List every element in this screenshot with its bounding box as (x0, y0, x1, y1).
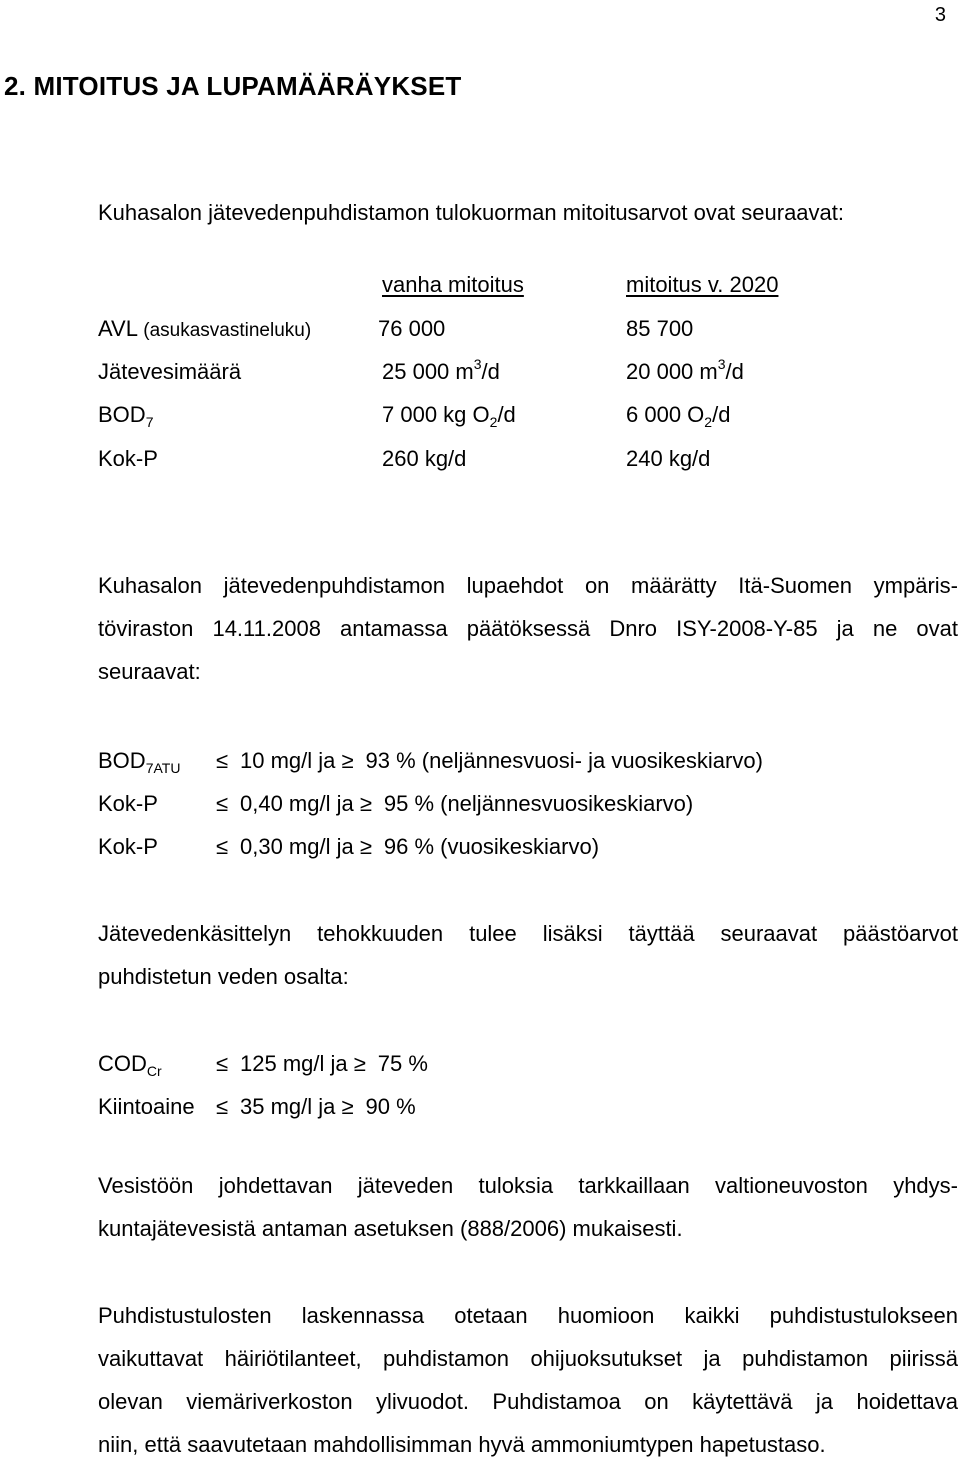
limit-bod-value (216, 748, 763, 774)
greater-equal-icon: ≥ (341, 748, 354, 773)
limit-kokp1-v2: 95 % (neljännesvuosikeskiarvo) (383, 791, 694, 816)
emission-cod-sub: Cr (146, 1063, 162, 1079)
efficiency-line-1: Jätevedenkäsittelyn tehokkuuden tulee lisäksi täyttää seuraavat päästöarvot (98, 921, 958, 946)
limit-bod-v2: 93 % (neljännesvuosi- ja vuosikeskiarvo) (365, 748, 763, 773)
kokp-label: Kok-P (98, 446, 158, 471)
avl-old: 76 000 (378, 316, 446, 341)
greater-equal-icon: ≥ (353, 1051, 366, 1076)
bod-old-value: 7 000 kg O (382, 402, 490, 427)
avl-new: 85 700 (626, 316, 694, 341)
bod-new (626, 402, 730, 430)
greater-equal-icon: ≥ (341, 1094, 354, 1119)
kokp-new: 240 kg/d (626, 446, 711, 471)
flow-label: Jätevesimäärä (98, 359, 242, 384)
bod-label-text: BOD (98, 402, 146, 427)
limit-kokp2-v2: 96 % (vuosikeskiarvo) (383, 834, 600, 859)
less-equal-icon: ≤ (216, 1051, 229, 1076)
bod-old (382, 402, 516, 430)
limit-bod-v1: 10 mg/l ja (240, 748, 336, 773)
emission-ss-value (216, 1094, 416, 1120)
less-equal-icon: ≤ (216, 748, 229, 773)
calculation-line-4: niin, että saavutetaan mahdollisimman hyvä ammoniumtypen hapetustaso. (98, 1432, 826, 1457)
monitoring-paragraph (98, 1164, 958, 1250)
flow-old-sup: 3 (473, 356, 482, 372)
calculation-line-1: Puhdistustulosten laskennassa otetaan huomioon kaikki puhdistustulokseen (98, 1303, 958, 1328)
flow-new-value: 20 000 m (626, 359, 718, 384)
limit-kokp1-v1: 0,40 mg/l ja (240, 791, 354, 816)
bod-label (98, 402, 153, 430)
emission-ss-v2: 90 % (365, 1094, 416, 1119)
permit-line-3: seuraavat: (98, 659, 201, 684)
flow-new (626, 356, 744, 387)
limit-kokp2-value (216, 834, 599, 860)
limit-kokp1-value (216, 791, 693, 817)
permit-line-1: Kuhasalon jätevedenpuhdistamon lupaehdot on määrätty Itä-Suomen ympäris- (98, 573, 958, 598)
section-heading: 2. MITOITUS JA LUPAMÄÄRÄYKSET (4, 71, 462, 101)
bod-old-sub: 2 (489, 414, 498, 430)
emission-ss-v1: 35 mg/l ja (240, 1094, 336, 1119)
calculation-line-2: vaikuttavat häiriötilanteet, puhdistamon ohijuoksutukset ja puhdistamon piirissä (98, 1346, 958, 1371)
limit-kokp2-v1: 0,30 mg/l ja (240, 834, 354, 859)
greater-equal-icon: ≥ (359, 791, 372, 816)
permit-paragraph (98, 564, 958, 693)
bod-old-unit: /d (497, 402, 516, 427)
less-equal-icon: ≤ (216, 834, 229, 859)
less-equal-icon: ≤ (216, 1094, 229, 1119)
emission-cod-value (216, 1051, 428, 1077)
intro-text: Kuhasalon jätevedenpuhdistamon tulokuorman mitoitusarvot ovat seuraavat: (98, 200, 845, 225)
limit-bod-sub: 7ATU (145, 760, 181, 776)
bod-new-unit: /d (712, 402, 731, 427)
limit-bod-label (98, 748, 180, 776)
emission-cod-text: COD (98, 1051, 147, 1076)
header-new-design: mitoitus v. 2020 (626, 272, 779, 297)
bod-new-sub: 2 (704, 414, 713, 430)
flow-new-sup: 3 (717, 356, 726, 372)
monitoring-line-2: kuntajätevesistä antaman asetuksen (888/2006) mukaisesti. (98, 1216, 683, 1241)
avl-label: AVL (98, 316, 138, 341)
less-equal-icon: ≤ (216, 791, 229, 816)
limit-bod-text: BOD (98, 748, 146, 773)
avl-note: (asukasvastineluku) (143, 320, 312, 341)
emission-ss-label: Kiintoaine (98, 1094, 195, 1119)
emission-cod-v1: 125 mg/l ja (240, 1051, 348, 1076)
efficiency-paragraph (98, 912, 958, 998)
page-number: 3 (934, 4, 946, 26)
row-avl-label (98, 316, 311, 344)
header-old-design: vanha mitoitus (382, 272, 524, 297)
flow-new-unit: /d (725, 359, 744, 384)
bod-new-value: 6 000 O (626, 402, 705, 427)
efficiency-line-2: puhdistetun veden osalta: (98, 964, 349, 989)
greater-equal-icon: ≥ (359, 834, 372, 859)
calculation-line-3: olevan viemäriverkoston ylivuodot. Puhdistamoa on käytettävä ja hoidettava (98, 1389, 958, 1414)
monitoring-line-1: Vesistöön johdettavan jäteveden tuloksia tarkkaillaan valtioneuvoston yhdys- (98, 1173, 958, 1198)
limit-kokp2-label: Kok-P (98, 834, 158, 859)
limit-kokp1-label: Kok-P (98, 791, 158, 816)
emission-cod-v2: 75 % (377, 1051, 428, 1076)
kokp-old: 260 kg/d (382, 446, 467, 471)
flow-old-value: 25 000 m (382, 359, 474, 384)
flow-old (382, 356, 500, 387)
calculation-paragraph (98, 1294, 958, 1466)
flow-old-unit: /d (481, 359, 500, 384)
permit-line-2: töviraston 14.11.2008 antamassa päätöksessä Dnro ISY-2008-Y-85 ja ne ovat (98, 616, 958, 641)
bod-label-sub: 7 (145, 414, 154, 430)
emission-cod-label (98, 1051, 162, 1079)
